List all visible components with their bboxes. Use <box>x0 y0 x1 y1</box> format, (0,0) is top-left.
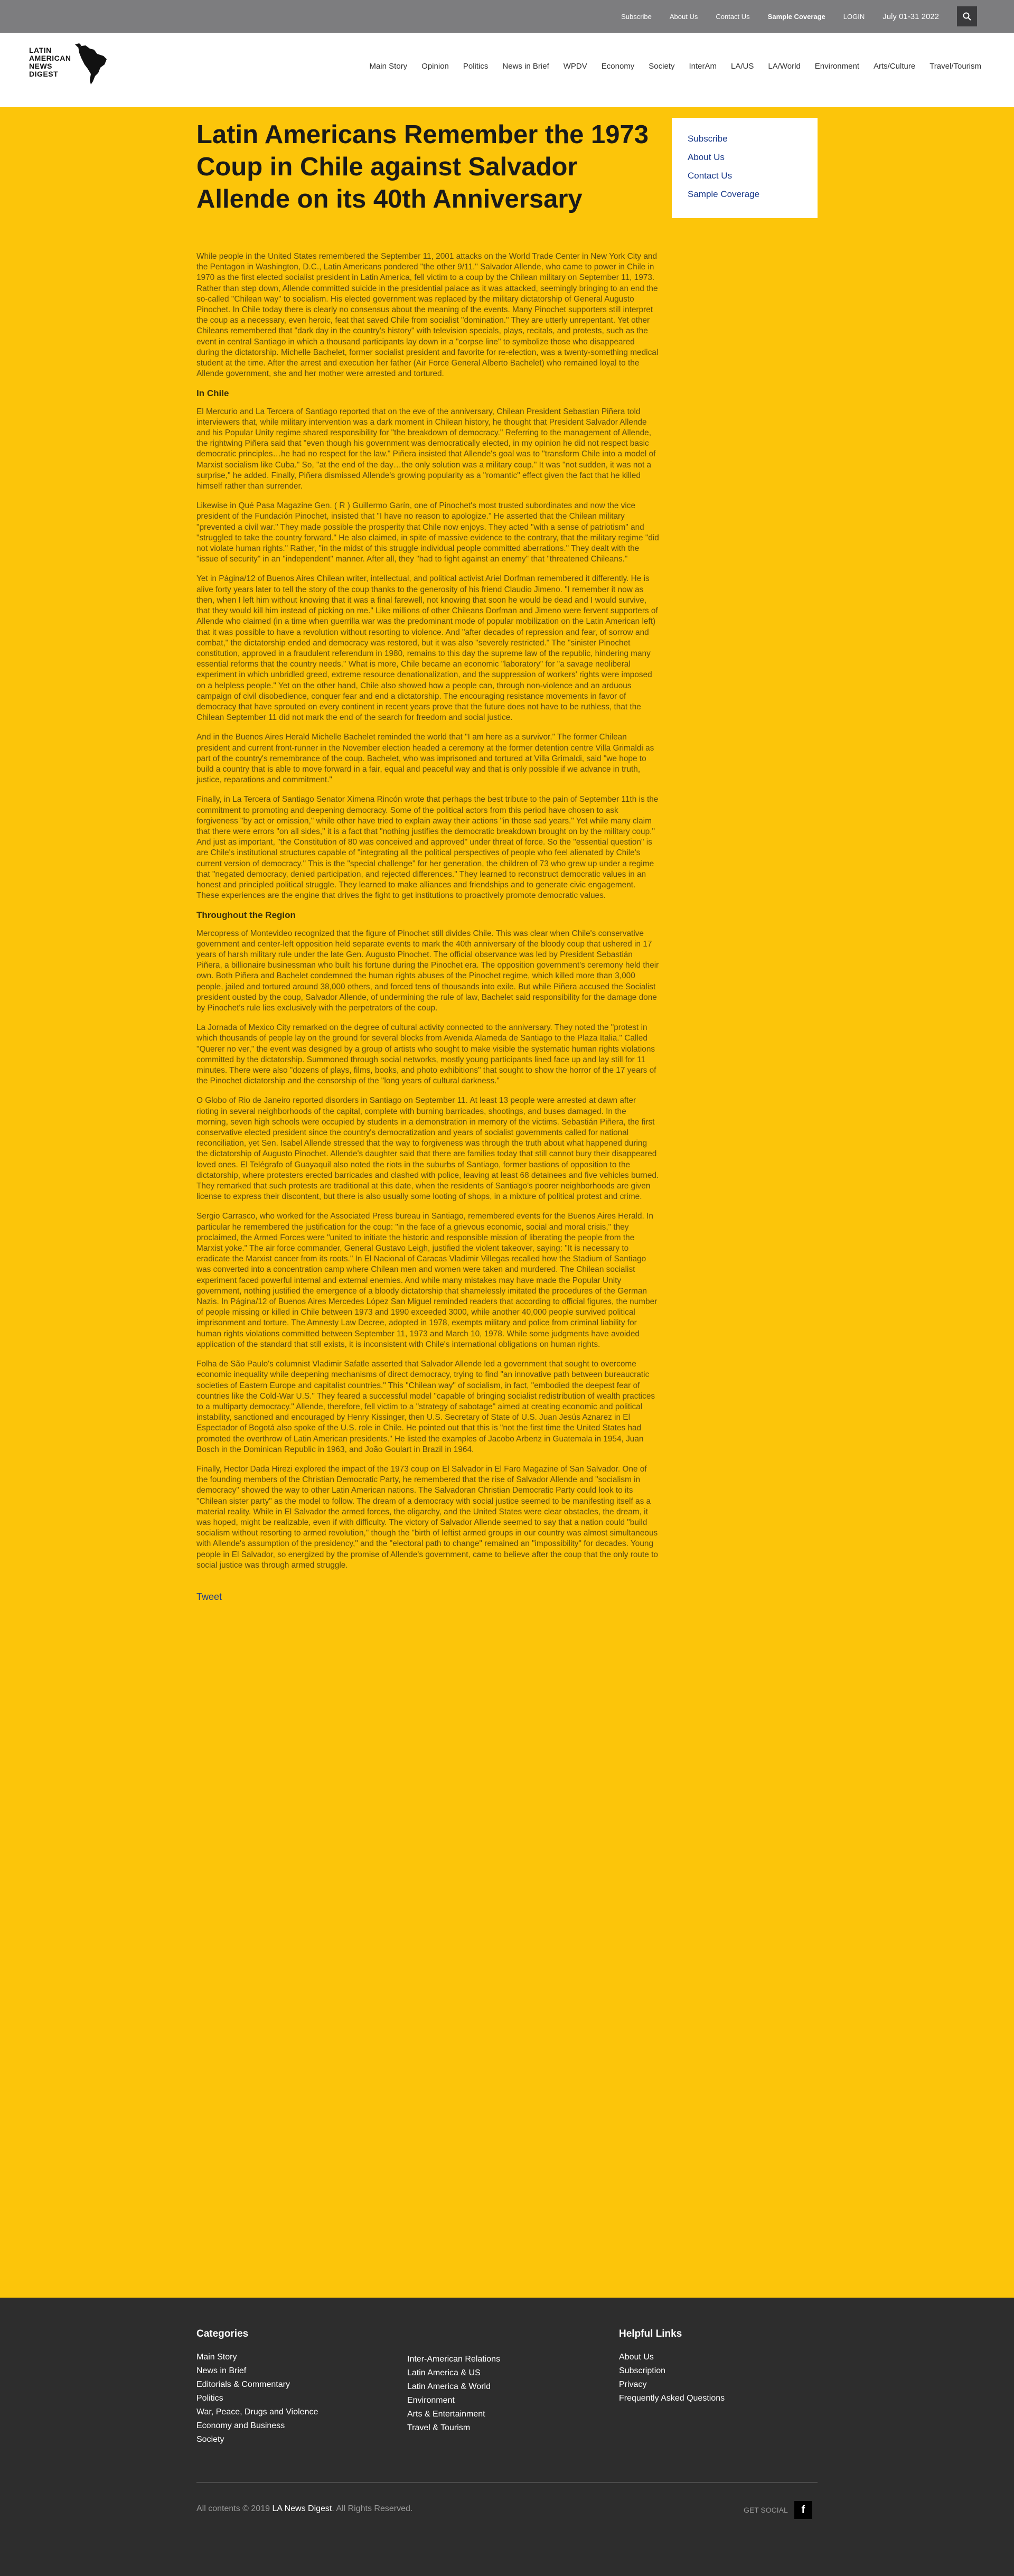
nav-la-world[interactable]: LA/World <box>768 62 801 71</box>
footer-link[interactable]: Economy and Business <box>196 2421 285 2430</box>
nav-politics[interactable]: Politics <box>463 62 489 71</box>
article-paragraph: El Mercurio and La Tercera of Santiago reported that on the eve of the anniversary, Chilean President Sebastian Piñera told interviewers that, while military intervention was a dark moment in Chilean history, he thought that President Salvador Allende and his Popular Unity regime shared responsibility for "the breakdown of democracy." Referring to the management of Allende, the rightwing Piñera said that "even though his government was democratically elected, in my opinion he did not respect basic democratic principles…he had no respect for the law." Piñera insisted that Allende's goal was to "transform Chile into a model of Marxist socialism like Cuba." So, "at the end of the day…the only solution was a military coup." It was "not sudden, it was not a surprise," he added. Finally, Piñera dismissed Allende's growing popularity as a "romantic" effect given the fact that he killed himself rather than surrender. <box>196 407 656 491</box>
footer-link[interactable]: News in Brief <box>196 2366 247 2375</box>
top-link-sample-coverage[interactable]: Sample Coverage <box>767 12 825 21</box>
article-paragraph: Finally, Hector Dada Hirezi explored the impact of the 1973 coup on El Salvador in El Faro Magazine of San Salvador. One of the founding members of the Christian Democratic Party, he remembered that the rise of Salvador Allende and "socialism in democracy" showed the way to other Latin American nations. The Salvadoran Christian Democratic Party could look to its "Chilean sister party" as the model to follow. The dream of a democracy with social justice seemed to be manifesting itself as a material reality. While in El Salvador the armed forces, the oligarchy, and the United States were clear obstacles, the dream, it was hoped, might be realizable, even if with difficulty. The victory of Salvador Allende seemed to say that a nation could "build socialism without resorting to armed revolution," though the "birth of leftist armed groups in our country was almost simultaneous with Allende's assumption of the presidency," and the "electoral path to change" remained an "impossibility" for decades. Young people in El Salvador, so energized by the promise of Allende's government, came to believe after the coup that the only route to social justice was through armed struggle. <box>196 1464 658 1570</box>
nav-society[interactable]: Society <box>649 62 675 71</box>
footer-link[interactable]: Subscription <box>619 2366 666 2375</box>
nav-arts-culture[interactable]: Arts/Culture <box>874 62 916 71</box>
footer-link[interactable]: Editorials & Commentary <box>196 2380 290 2389</box>
site-footer <box>0 2298 1014 2576</box>
nav-environment[interactable]: Environment <box>814 62 859 71</box>
social-links <box>744 2501 812 2519</box>
article-paragraph: While people in the United States remembered the September 11, 2001 attacks on the World Trade Center in New York City and the Pentagon in Washington, D.C., Latin Americans pondered "the other 9/11." Salvador Allende, who came to power in Chile in 1970 as the first elected socialist president in Latin America, fell victim to a coup by the Chilean military on September 11, 1973. Rather than step down, Allende committed suicide in the presidential palace as it was attacked, seemingly bringing to an end the so-called "Chilean way" to socialism. His elected government was replaced by the military dictatorship of General Augusto Pinochet. In Chile today there is clearly no consensus about the meaning of the events. Many Pinochet supporters still interpret the coup as a necessary, even heroic, feat that saved Chile from socialist "domination." They are utterly unrepentant. Yet other Chileans remembered that "dark day in the country's history" with television specials, plays, recitals, and protests, such as the event in central Santiago in which a thousand participants lay down in a "corpse line" to symbolize those who disappeared during the dictatorship. Michelle Bachelet, former socialist president and favorite for re-election, was a twenty-something medical student at the time. After the arrest and execution her father (Air Force General Alberto Bachelet) who remained loyal to the Allende government, she and her mother were arrested and tortured. <box>196 252 659 379</box>
footer-link[interactable]: War, Peace, Drugs and Violence <box>196 2408 318 2416</box>
article-paragraph: O Globo of Rio de Janeiro reported disorders in Santiago on September 11. At least 13 people were arrested at dawn after rioting in several neighborhoods of the capital, complete with burning barricades, shootings, and buses damaged. In the morning, seven high schools were occupied by students in a demonstration in memory of the victims. Sebastián Piñera, the first conservative elected president since the country's democratization and years of socialist governments called for national reconciliation, yet Sen. Isabel Allende stressed that the way to forgiveness was through the truth about what happened during the dictatorship of Augusto Pinochet. Allende's daughter said that there are families today that still cannot bury their disappeared loved ones. El Telégrafo of Guayaquil also noted the riots in the suburbs of Santiago, former bastions of opposition to the dictatorship, where protesters erected barricades and clashed with police, leaving at least 68 detainees and five vehicles burned. They remarked that such protests are traditional at this date, when the residents of Santiago's poorer neighborhoods are given license to express their discontent, but there is also usually some looting of shops, in a mixture of political protest and crime. <box>196 1096 659 1202</box>
main-nav <box>355 62 981 71</box>
search-button[interactable] <box>957 6 977 26</box>
article-title: Latin Americans Remember the 1973 Coup in Chile against Salvador Allende on its 40th Anniversary <box>196 120 649 213</box>
footer-link[interactable]: About Us <box>619 2353 654 2362</box>
footer-link[interactable]: Arts & Entertainment <box>407 2410 485 2419</box>
search-icon <box>963 12 971 21</box>
nav-economy[interactable]: Economy <box>601 62 635 71</box>
footer-helpful-heading: Helpful Links <box>619 2328 682 2339</box>
article-paragraph: And in the Buenos Aires Herald Michelle Bachelet reminded the world that "I am here as a survivor." The former Chilean president and current front-runner in the November election headed a ceremony at the former detention centre Villa Grimaldi as part of the country's remembrance of the coup. Bachelet, who was imprisoned and tortured at Villa Grimaldi, said "we hope to build a country that is able to move forward in a fair, equal and peaceful way and that is only possible if we advance in truth, justice, reparations and commitment." <box>196 733 654 785</box>
site-header <box>0 33 1014 107</box>
footer-link[interactable]: Privacy <box>619 2380 647 2389</box>
nav-news-in-brief[interactable]: News in Brief <box>502 62 549 71</box>
get-social-label: GET SOCIAL <box>744 2506 788 2514</box>
latin-america-map-icon <box>74 43 111 86</box>
nav-main-story[interactable]: Main Story <box>369 62 408 71</box>
article-paragraph: Likewise in Qué Pasa Magazine Gen. ( R ) Guillermo Garín, one of Pinochet's most trusted subordinates and now the vice president of the Fundación Pinochet, insisted that "I have no reason to apologize." He asserted that the Chilean military "prevented a civil war." They made possible the prosperity that Chile now enjoys. They acted "with a sense of patriotism" and "struggled to take the country forward." He also claimed, in spite of massive evidence to the contrary, that the military regime "did not violate human rights." Rather, "in the midst of this struggle individual people committed aberrations." They dealt with the "issue of security" in an "independent" manner. After all, they "had to fight against an enemy" that "threatened Chileans." <box>196 501 659 564</box>
sidebar-link-sample-coverage[interactable]: Sample Coverage <box>688 189 760 199</box>
article-paragraph: Folha de São Paulo's columnist Vladimir Safatle asserted that Salvador Allende led a government that sought to overcome economic inequality while deepening mechanisms of direct democracy, trying to find "an innovative path between bureaucratic societies of Eastern Europe and capitalist countries." This "Chilean way" of socialism, in fact, "embodied the deepest fear of countries like the Cold-War U.S." They feared a successful model "capable of bringing socialist redistribution of wealth practices to a multiparty democracy." Allende, therefore, fell victim to a "strategy of sabotage" aimed at creating economic and political instability, sanctioned and encouraged by Henry Kissinger, then U.S. Secretary of State of U.S. Juan Jesús Aznarez in El Espectador of Bogotá also spoke of the U.S. role in Chile. He pointed out that this is "not the first time the United States had promoted the overthrow of Latin American presidents." He listed the examples of Jacobo Arbenz in Guatemala in 1954, Juan Bosch in the Dominican Republic in 1963, and João Goulart in Brazil in 1964. <box>196 1360 655 1454</box>
top-link-about[interactable]: About Us <box>669 12 698 21</box>
top-link-contact[interactable]: Contact Us <box>716 12 750 21</box>
nav-travel-tourism[interactable]: Travel/Tourism <box>929 62 981 71</box>
facebook-icon[interactable]: f <box>794 2501 812 2519</box>
footer-helpful-links <box>619 2328 725 2405</box>
sidebar-link-about[interactable]: About Us <box>688 152 725 162</box>
footer-categories-col1 <box>196 2328 318 2447</box>
top-link-subscribe[interactable]: Subscribe <box>621 12 652 21</box>
footer-link[interactable]: Main Story <box>196 2353 237 2362</box>
article <box>196 119 659 1603</box>
content-area <box>0 107 1014 2298</box>
nav-wpdv[interactable]: WPDV <box>563 62 587 71</box>
copyright-brand-link[interactable]: LA News Digest <box>272 2504 332 2513</box>
article-paragraph: Sergio Carrasco, who worked for the Associated Press bureau in Santiago, remembered events for the Buenos Aires Herald. In particular he remembered the justification for the coup: "in the face of a grievous economic, social and moral crisis," they proclaimed, the Armed Forces were "united to initiate the historic and responsible mission of liberating the people from the Marxist yoke." The air force commander, General Gustavo Leigh, justified the violent takeover, saying: "It is necessary to eradicate the Marxist cancer from its roots." In El Nacional of Caracas Vladimir Villegas recalled how the Stadium of Santiago was converted into a concentration camp where Chilean men and women were taken and murdered. The Chilean socialist experiment faced powerful internal and external enemies. And while many mistakes may have made the Popular Unity government, nothing justified the emergence of a bloody dictatorship that shamelessly imitated the procedures of the German Nazis. In Página/12 of Buenos Aires Mercedes López San Miguel reminded readers that according to official figures, the number of people missing or killed in Chile between 1973 and 1990 exceeded 3000, while another 40,000 people survived political imprisonment and torture. The Amnesty Law Decree, adopted in 1978, exempts military and police from criminal liability for human rights violations committed between September 11, 1973 and March 10, 1978. While some judgments have avoided application of the standard that still exists, it is inconsistent with Chile's international obligations on human rights. <box>196 1212 658 1349</box>
nav-opinion[interactable]: Opinion <box>421 62 449 71</box>
article-paragraph: La Jornada of Mexico City remarked on the degree of cultural activity connected to the anniversary. They noted the "protest in which thousands of people lay on the ground for several blocks from Avenida Alameda de Santiago to the Plaza Italia." Called "Querer no ver," the event was designed by a group of artists who sought to make visible the systematic human rights violations committed by the dictatorship. Summoned through social networks, mostly young participants lined face up and lay still for 11 minutes. There were also "dozens of plays, films, books, and photo exhibitions" that sought to show the horror of the 17 years of the Pinochet dictatorship and the censorship of the "long years of cultural darkness." <box>196 1023 656 1086</box>
footer-link[interactable]: Society <box>196 2435 224 2444</box>
footer-link[interactable]: Environment <box>407 2396 455 2405</box>
footer-link[interactable]: Latin America & World <box>407 2382 491 2391</box>
section-heading-in-chile: In Chile <box>196 388 229 399</box>
footer-link[interactable]: Travel & Tourism <box>407 2423 471 2432</box>
top-link-login[interactable]: LOGIN <box>843 12 865 21</box>
article-body <box>196 251 659 1603</box>
nav-interam[interactable]: InterAm <box>689 62 717 71</box>
logo-wordmark: LATIN AMERICAN NEWS DIGEST <box>29 46 71 78</box>
footer-categories-heading: Categories <box>196 2328 249 2339</box>
footer-categories-col2 <box>407 2353 500 2435</box>
site-logo[interactable] <box>29 43 119 96</box>
top-bar <box>0 0 1014 33</box>
article-paragraph: Yet in Página/12 of Buenos Aires Chilean writer, intellectual, and political activist Ariel Dorfman remembered it differently. He is alive forty years later to tell the story of the coup thanks to the generosity of his friend Claudio Jimeno. "I remember it now as then, when I left him without knowing that it was a final farewell, not knowing that soon he would be dead and I would survive, that they would kill him instead of picking on me." Like millions of other Chileans Dorfman and Jimeno were fervent supporters of Allende who claimed (in a time when guerrilla war was the predominant mode of popular mobilization on the Latin American left) that it was possible to have a revolution without resorting to violence. And "after decades of repression and fear, of sorrow and combat," the dictatorship ended and democracy was restored, but it was also "severely restricted." The "sinister Pinochet constitution, approved in a fraudulent referendum in 1980, remains to this day the supreme law of the republic, hindering many essential reforms that the country needs." What is more, Chile became an economic "laboratory" for "a savage neoliberal experiment in which unbridled greed, extreme resource denationalization, and the suppression of workers' rights were imposed on a helpless people." Yet on the other hand, Chile also showed how a people can, through non-violence and an arduous campaign of civil disobedience, conquer fear and end a dictatorship. The encouraging resistance movements in favor of democracy that have sprouted on every continent in recent years prove that the future does not have to be ruthless, that the Chilean September 11 did not mark the end of the search for freedom and social justice. <box>196 574 658 723</box>
footer-divider <box>196 2482 818 2483</box>
article-paragraph: Mercopress of Montevideo recognized that the figure of Pinochet still divides Chile. This was clear when Chile's conservative government and center-left opposition held separate events to mark the 40th anniversary of the bloody coup that ushered in 17 years of harsh military rule under the late Gen. Augusto Pinochet. The official observance was led by President Sebastián Piñera, a billionaire businessman who built his fortune during the Pinochet era. The opposition government's ceremony held their own. Both Piñera and Bachelet condemned the human rights abuses of the Pinochet regime, which killed more than 3,000 people, jailed and tortured around 38,000 others, and forced tens of thousands into exile. But while Piñera accused the Socialist president ousted by the coup, Salvador Allende, of undermining the rule of law, Bachelet said responsibility for the damage done by Pinochet's rule lies exclusively with the perpetrators of the coup. <box>196 929 659 1013</box>
sidebar-links <box>672 118 818 218</box>
copyright: All contents © 2019 LA News Digest. All Rights Reserved. <box>196 2504 413 2513</box>
top-nav <box>603 0 977 33</box>
nav-la-us[interactable]: LA/US <box>731 62 754 71</box>
sidebar-link-subscribe[interactable]: Subscribe <box>688 134 728 144</box>
issue-date: July 01-31 2022 <box>882 12 939 21</box>
section-heading-region: Throughout the Region <box>196 910 296 921</box>
article-paragraph: Finally, in La Tercera of Santiago Senator Ximena Rincón wrote that perhaps the best tribute to the pain of September 11th is the commitment to promoting and deepening democracy. Some of the political actors from this period have chosen to ask forgiveness "by act or omission," while other have tried to explain away their actions "in those sad years." Yet while many claim that there were errors "on all sides," it is a fact that "nothing justifies the democratic breakdown brought on by the military coup." And just as important, "the Constitution of 80 was conceived and approved" under threat of force. So the "essential question" is are Chile's institutional structures capable of "integrating all the political perspectives of people who feel alienated by Chile's current version of democracy." This is the "special challenge" for her generation, the children of 73 who grew up under a regime that "negated democracy, denied participation, and rejected differences." They learned to reconstruct democratic values in an honest and principled political struggle. They learned to make alliances and friendships and to generate civic engagement. These experiences are the engine that drives the fight to get institutions to proactively promote democratic values. <box>196 795 659 901</box>
footer-link[interactable]: Politics <box>196 2394 223 2403</box>
footer-link[interactable]: Inter-American Relations <box>407 2355 501 2364</box>
footer-link[interactable]: Frequently Asked Questions <box>619 2394 725 2403</box>
sidebar-link-contact[interactable]: Contact Us <box>688 171 733 181</box>
tweet-link[interactable]: Tweet <box>196 1591 222 1602</box>
footer-link[interactable]: Latin America & US <box>407 2368 481 2377</box>
